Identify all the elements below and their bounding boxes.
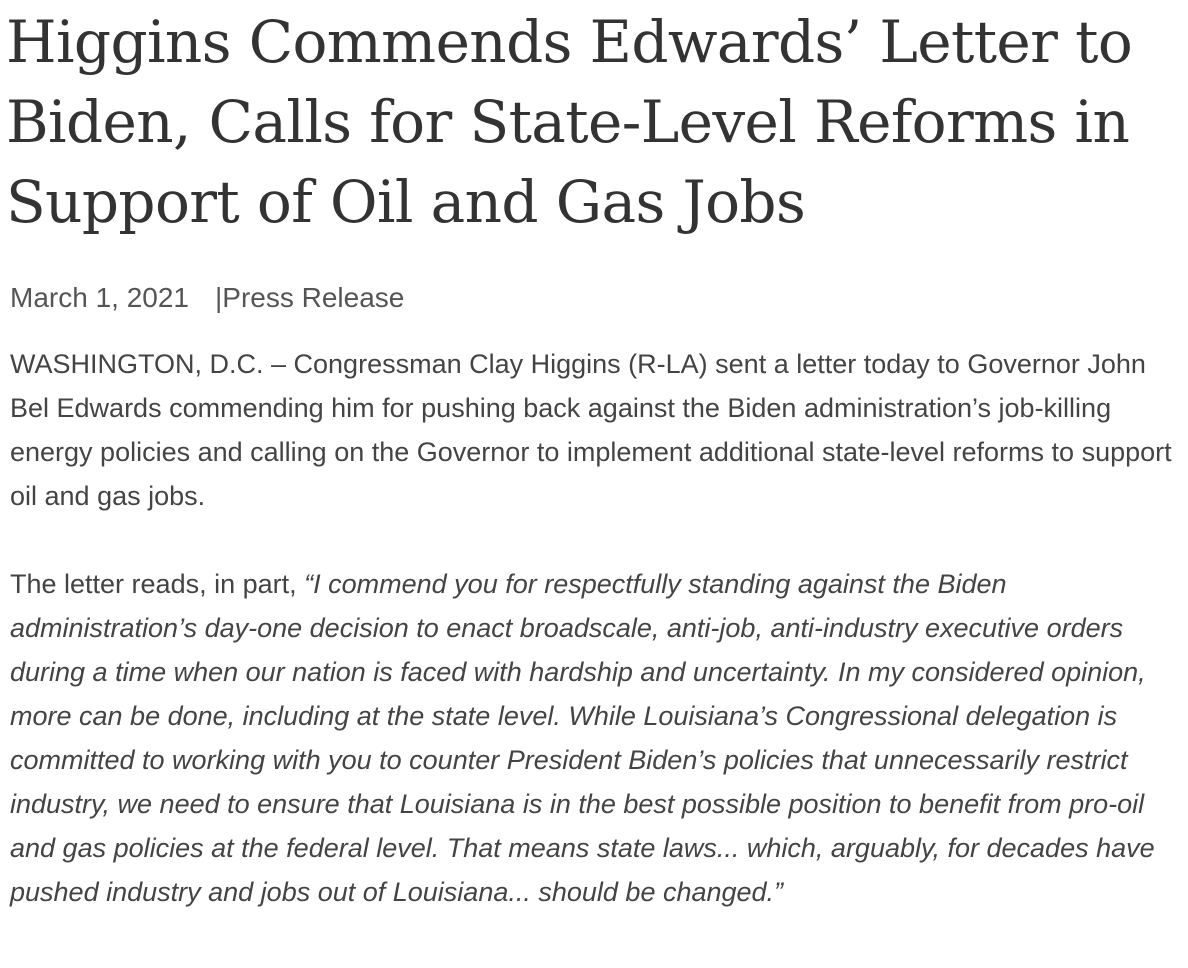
letter-quote: “I commend you for respectfully standing against the Biden administration’s day-one decision to enact broadscale, anti-job, anti-industry executive orders during a time when our nation is faced with hardship and uncertainty. In my considered opinion, more can be done, including at the state level. While Louisiana’s Congressional delegation is committed to working with you to counter President Biden’s policies that unnecessarily restrict industry, we need to ensure that Louisiana is in the best possible position to benefit from pro-oil and gas policies at the federal level. That means state laws... which, arguably, for decades have pushed industry and jobs out of Louisiana... should be changed.”	[10, 569, 1155, 907]
press-release-article	[6, 0, 1186, 914]
article-meta	[10, 280, 1186, 316]
quote-intro: The letter reads, in part,	[10, 569, 305, 599]
article-title: Higgins Commends Edwards’ Letter to Biden, Calls for State-Level Reforms in Support of Oil and Gas Jobs	[6, 8, 1133, 236]
meta-separator: |	[215, 282, 223, 313]
article-date: March 1, 2021	[10, 282, 189, 313]
article-paragraph-1: WASHINGTON, D.C. – Congressman Clay Higgins (R-LA) sent a letter today to Governor John Bel Edwards commending him for pushing back against the Biden administration’s job-killing energy policies and calling on the Governor to implement additional state-level reforms to support oil and gas jobs.	[10, 349, 1172, 511]
article-category: Press Release	[222, 282, 405, 313]
article-paragraph-2	[10, 562, 1186, 914]
